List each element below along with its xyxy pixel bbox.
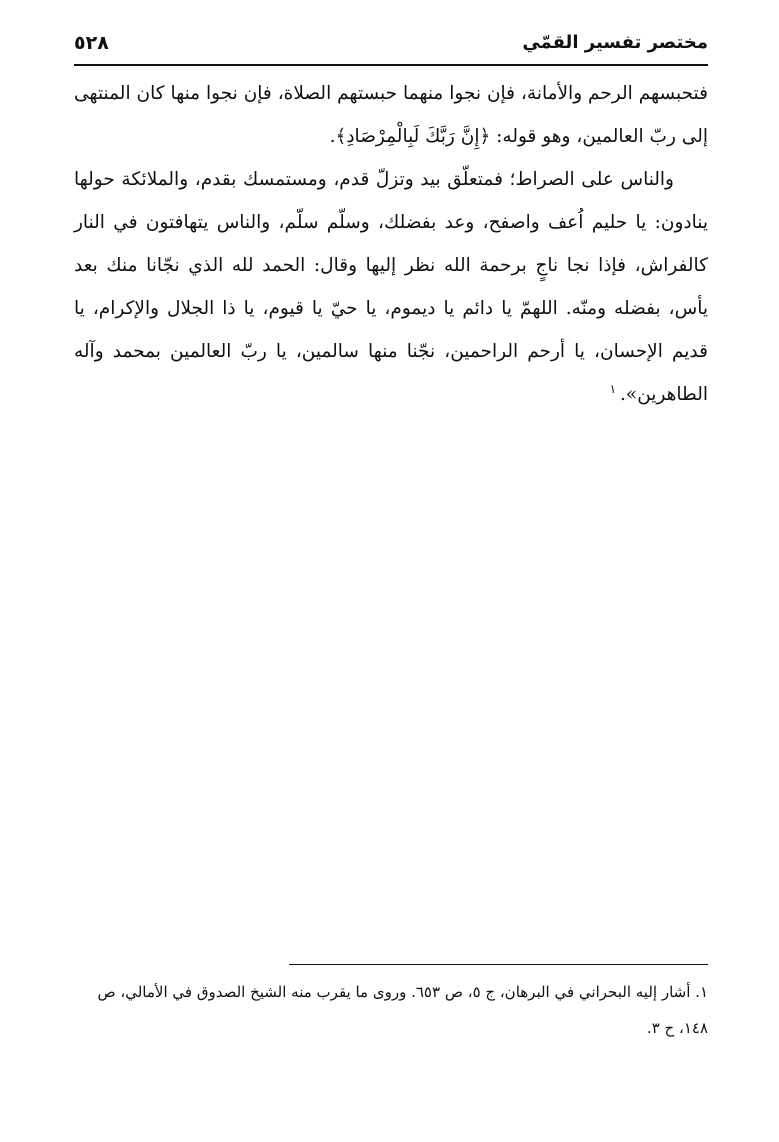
footnote [74,974,708,1046]
paragraph-text: والناس على الصراط؛ فمتعلّق بيد وتزلّ قدم، ومستمسك بقدم، والملائكة حولها ينادون: يا حليم اُعف واصفح، وعد بفضلك، وسلّم سلّم، والناس يتهافتون في النار كالفراش، فإذا نجا ناجٍ برحمة الله نظر إليها وقال: الحمد لله الذي نجّانا منك بعد يأس، بفضله ومنّه. اللهمّ يا دائم يا ديموم، يا حيّ يا قيوم، يا ذا الجلال والإكرام، يا قديم الإحسان، يا أرحم الراحمين، نجّنا منها سالمين، يا ربّ العالمين بمحمد وآله الطاهرين». [74,169,708,405]
paragraph [74,72,708,158]
page-number: ٥٢٨ [74,32,109,54]
footnote-divider [289,964,708,965]
running-header [74,30,708,64]
header-divider [74,64,708,66]
main-text [74,72,708,416]
footnote-text: ١. أشار إليه البحراني في البرهان، ج ٥، ص ٦٥٣. وروى ما يقرب منه الشيخ الصدوق في الأمالي، ص ١٤٨، ح ٣. [97,983,708,1037]
paragraph [74,158,708,416]
paragraph-text: فتحبسهم الرحم والأمانة، فإن نجوا منهما حبستهم الصلاة، فإن نجوا منها كان المنتهى إلى ربّ العالمين، وهو قوله: ﴿إِنَّ رَبَّكَ لَبِالْمِرْصَادِ﴾. [74,83,708,147]
footnote-marker: ١ [609,381,617,396]
running-title: مختصر تفسير القمّي [522,32,708,53]
